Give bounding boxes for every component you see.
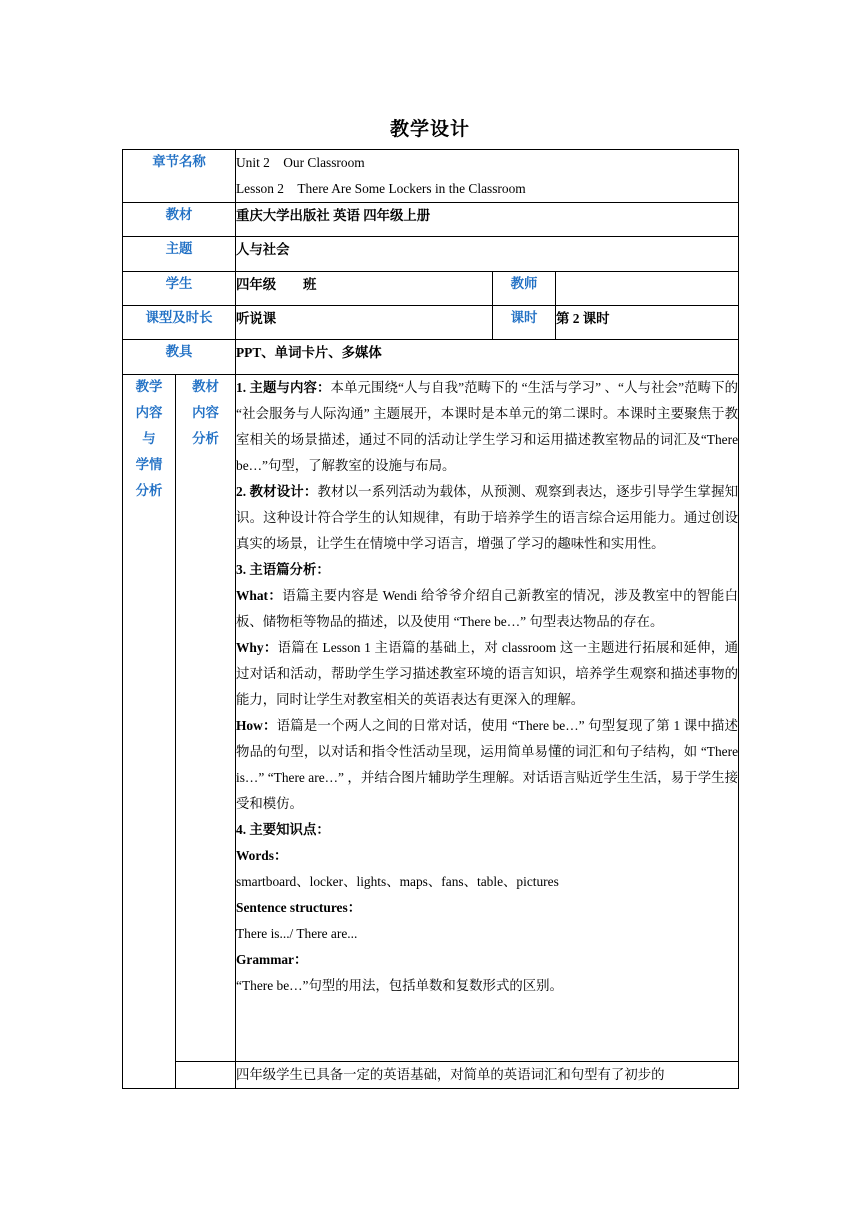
words-list: smartboard、locker、lights、maps、fans、table、pictures (236, 874, 559, 889)
tools-value: PPT、单词卡片、多媒体 (236, 340, 739, 375)
tools-label: 教具 (123, 340, 236, 375)
outer-label-line: 内容 (135, 406, 163, 421)
period-value: 第 2 课时 (556, 306, 739, 340)
section-text: 语篇在 Lesson 1 主语篇的基础上，对 classroom 这一主题进行拓展和延伸，通过对话和活动，帮助学生学习描述教室环境的语言知识，培养学生观察和描述事物的能力，同时让学生对教室相关的英语表达有更深入的理解。 (236, 640, 739, 707)
lesson-title: Lesson 2 There Are Some Lockers in the Classroom (236, 181, 526, 196)
material-design-paragraph (236, 479, 738, 557)
sub-heading: Why： (236, 640, 278, 655)
what-paragraph (236, 583, 738, 635)
sub-heading: Grammar： (236, 952, 308, 967)
analysis-inner-label (176, 375, 236, 1062)
sentence-list: There is.../ There are... (236, 926, 358, 941)
row-student-analysis (123, 1062, 739, 1089)
inner-label-line: 分析 (192, 432, 219, 447)
theme-label: 主题 (123, 237, 236, 272)
sub-heading: Words： (236, 848, 288, 863)
theme-value: 人与社会 (236, 237, 739, 272)
outer-label-line: 教学 (135, 380, 163, 395)
row-material-analysis (123, 375, 739, 1062)
teacher-value (556, 272, 739, 306)
sub-heading: Sentence structures： (236, 900, 362, 915)
grammar-heading (236, 947, 738, 973)
student-analysis-text: 四年级学生已具备一定的英语基础，对简单的英语词汇和句型有了初步的 (236, 1067, 665, 1082)
textbook-label: 教材 (123, 203, 236, 237)
row-theme (123, 237, 739, 272)
teacher-label: 教师 (493, 272, 556, 306)
section-heading: 1. 主题与内容： (236, 380, 331, 395)
outer-label-line: 分析 (135, 484, 163, 499)
discourse-analysis-heading (236, 557, 738, 583)
section-heading: 2. 教材设计： (236, 484, 318, 499)
student-analysis-label (176, 1062, 236, 1089)
theme-content-paragraph (236, 375, 738, 479)
student-analysis-content (236, 1062, 739, 1089)
textbook-value: 重庆大学出版社 英语 四年级上册 (236, 203, 739, 237)
student-label: 学生 (123, 272, 236, 306)
outer-label-line: 与 (142, 432, 156, 447)
grammar-text: “There be…”句型的用法，包括单数和复数形式的区别。 (236, 978, 563, 993)
why-paragraph (236, 635, 738, 713)
chapter-value (236, 150, 739, 203)
section-heading: 3. 主语篇分析： (236, 562, 330, 577)
lesson-type-label: 课型及时长 (123, 306, 236, 340)
words-heading (236, 843, 738, 869)
sub-heading: How： (236, 718, 277, 733)
section-heading: 4. 主要知识点： (236, 822, 330, 837)
unit-title: Unit 2 Our Classroom (236, 155, 365, 170)
chapter-label: 章节名称 (123, 150, 236, 203)
how-paragraph (236, 713, 738, 817)
inner-label-line: 内容 (192, 406, 219, 421)
period-label: 课时 (493, 306, 556, 340)
knowledge-heading (236, 817, 738, 843)
sub-heading: What： (236, 588, 283, 603)
page-title: 教学设计 (389, 119, 470, 140)
sentence-heading (236, 895, 738, 921)
lesson-design-table (122, 149, 739, 1089)
lesson-type-value: 听说课 (236, 306, 493, 340)
row-lesson-type (123, 306, 739, 340)
section-text: 教材以一系列活动为载体，从预测、观察到表达，逐步引导学生掌握知识。这种设计符合学生的认知规律，有助于培养学生的语言综合运用能力。通过创设真实的场景，让学生在情境中学习语言，增强了学习的趣味性和实用性。 (236, 484, 739, 551)
student-value: 四年级 班 (236, 272, 493, 306)
analysis-outer-label (123, 375, 176, 1089)
section-text: 语篇主要内容是 Wendi 给爷爷介绍自己新教室的情况，涉及教室中的智能白板、储物柜等物品的描述，以及使用 “There be…” 句型表达物品的存在。 (236, 588, 739, 629)
section-text: 本单元围绕“人与自我”范畴下的 “生活与学习” 、“人与社会”范畴下的 “社会服务与人际沟通” 主题展开，本课时是本单元的第二课时。本课时主要聚焦于教室相关的场景描述，通过不同的活动让学生学习和运用描述教室物品的词汇及“There be…”句型，了解教室的设施与布局。 (236, 380, 739, 473)
outer-label-line: 学情 (135, 458, 163, 473)
row-tools (123, 340, 739, 375)
material-analysis-content (236, 375, 739, 1062)
row-student (123, 272, 739, 306)
row-textbook (123, 203, 739, 237)
inner-label-line: 教材 (192, 380, 219, 395)
section-text: 语篇是一个两人之间的日常对话，使用 “There be…” 句型复现了第 1 课中描述物品的句型，以对话和指令性活动呈现，运用简单易懂的词汇和句子结构，如 “There is…” “There are…” ，并结合图片辅助学生理解。对话语言贴近学生生活，易于学生接受和模仿。 (236, 718, 739, 811)
row-chapter (123, 150, 739, 203)
